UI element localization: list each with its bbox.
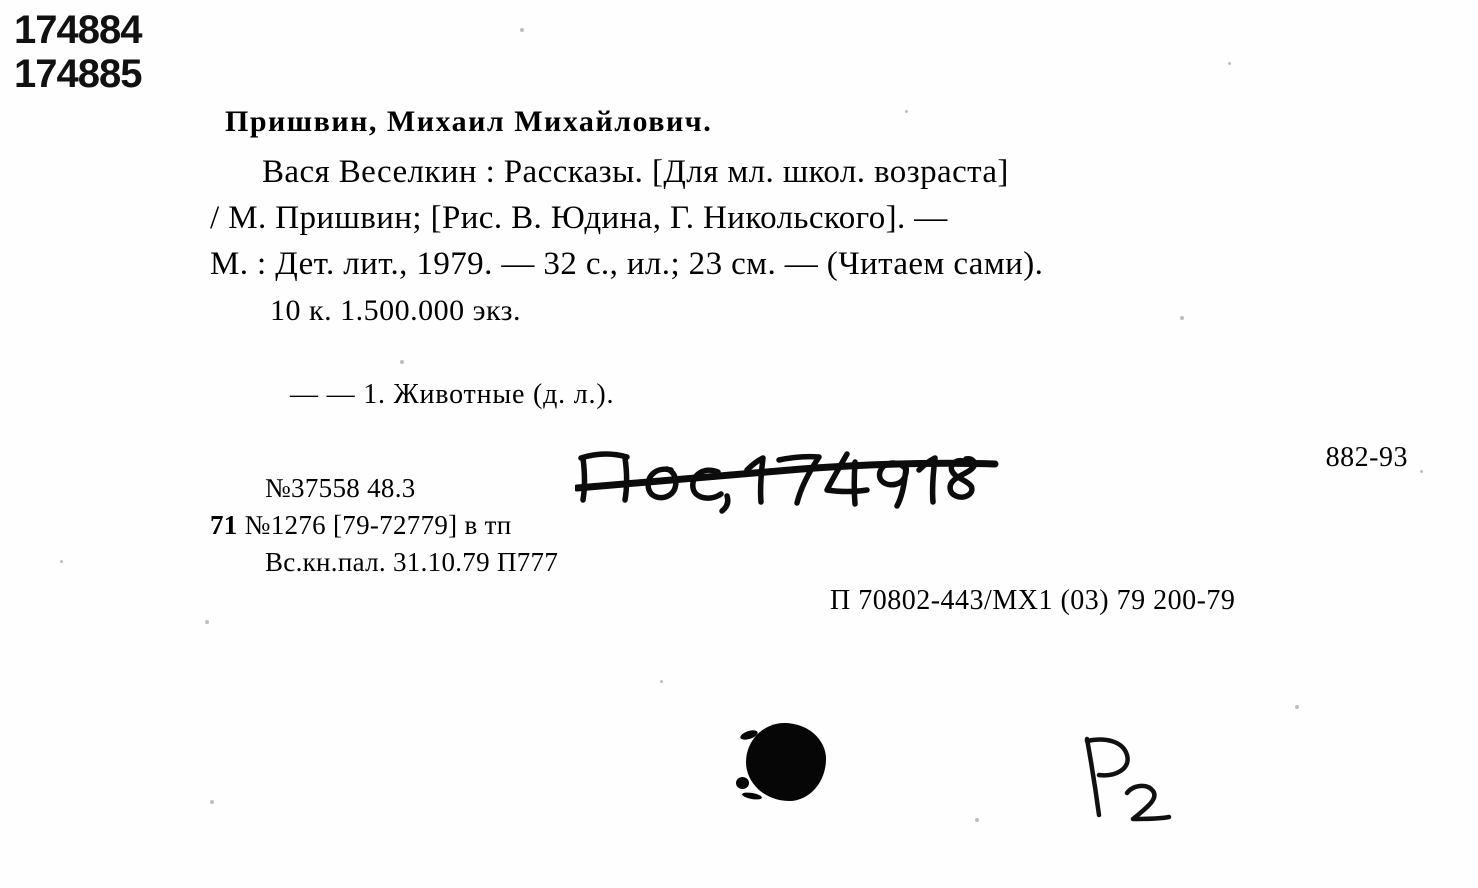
speckle <box>1228 62 1231 65</box>
control-line-2-rest: №1276 [79-72779] в тп <box>244 510 512 540</box>
speckle <box>1295 705 1299 709</box>
title-line-3: М. : Дет. лит., 1979. — 32 с., ил.; 23 см. — (Читаем сами). <box>210 246 1044 282</box>
accession-number-stamp <box>14 8 141 96</box>
control-line-2-prefix: 71 <box>210 510 238 540</box>
speckle <box>1420 470 1423 473</box>
ink-blot-drop <box>736 777 749 789</box>
speckle <box>60 560 63 563</box>
price-and-print-run: 10 к. 1.500.000 экз. <box>270 294 521 327</box>
ink-blot <box>740 715 830 803</box>
bibliographic-record <box>210 105 1420 415</box>
control-line-3: Вс.кн.пал. 31.10.79 П777 <box>265 547 559 577</box>
handwritten-annotation <box>575 440 1005 515</box>
classification-index: 882-93 <box>1325 442 1408 473</box>
speckle <box>210 800 214 804</box>
author-heading: Пришвин, Михаил Михайлович. <box>225 105 713 138</box>
control-line-1: №37558 48.3 <box>265 473 416 503</box>
speckle <box>205 620 209 624</box>
handwritten-p2-mark <box>1075 735 1185 830</box>
accession-number-1: 174884 <box>14 8 142 52</box>
accession-number-2: 174885 <box>14 52 142 96</box>
title-line-1: Вася Веселкин : Рассказы. [Для мл. школ. возраста] <box>262 154 1009 190</box>
title-line-2: / М. Пришвин; [Рис. В. Юдина, Г. Никольского]. — <box>210 200 948 236</box>
speckle <box>660 680 663 683</box>
ink-blot-main <box>746 723 826 801</box>
subject-heading: — — 1. Животные (д. л.). <box>290 379 615 410</box>
speckle <box>520 28 524 32</box>
ink-blot-streak <box>742 791 763 800</box>
imprint-code: П 70802-443/МХ1 (03) 79 200-79 <box>830 585 1236 616</box>
speckle <box>975 818 979 822</box>
